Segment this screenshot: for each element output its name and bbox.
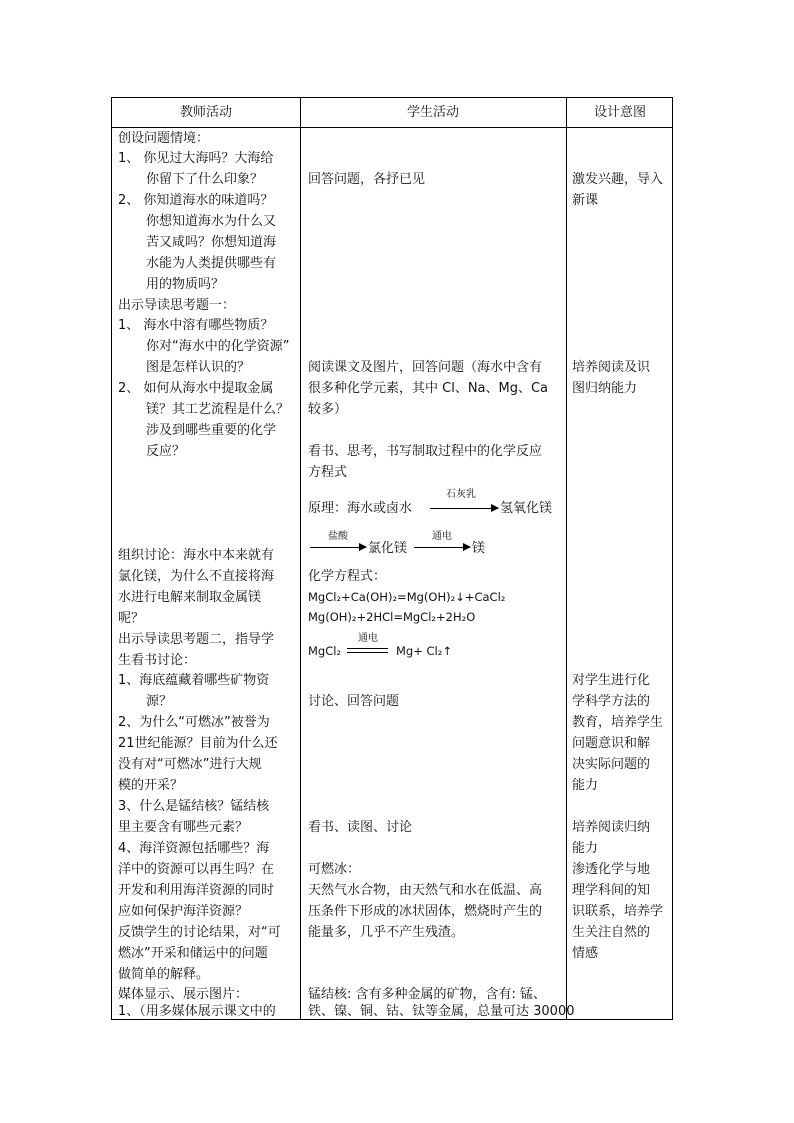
student-line: 回答问题，各抒已见 <box>308 172 426 187</box>
intent-line: 理学科间的知 <box>572 883 651 898</box>
teacher-line: 你留下了什么印象？ <box>146 172 264 187</box>
teacher-line: 镁？其工艺流程是什么？ <box>146 402 290 417</box>
teacher-line: 开发和利用海洋资源的同时 <box>118 883 275 898</box>
teacher-line: 水能为人类提供哪些有 <box>146 256 277 271</box>
student-line: 很多种化学元素，其中 Cl、Na、Mg、Ca <box>308 381 549 396</box>
teacher-line: 出示导读思考题一： <box>118 298 236 313</box>
intent-line: 新课 <box>572 193 599 208</box>
teacher-line: 模的开采？ <box>118 778 184 793</box>
reagent-lime-label: 石灰乳 <box>446 489 476 500</box>
teacher-line: 4、海洋资源包括哪些？海 <box>118 841 270 856</box>
teacher-line: 你对“海水中的化学资源” <box>146 339 290 354</box>
student-line: 锰结核: 含有多种金属的矿物，含有: 锰、 <box>308 987 547 1002</box>
intent-line: 对学生进行化 <box>572 673 651 688</box>
teacher-line: 1、海底蕴藏着哪些矿物资 <box>118 673 270 688</box>
teacher-line: 2、 你知道海水的味道吗？ <box>118 193 274 208</box>
teacher-line: 1、 你见过大海吗？大海给 <box>118 151 274 166</box>
teacher-line: 呢？ <box>118 611 145 626</box>
teacher-line: 里主要含有哪些元素？ <box>118 820 249 835</box>
principle-label: 原理：海水或卤水 <box>308 501 413 516</box>
column-divider <box>566 98 567 1019</box>
teacher-line: 1、（用多媒体展示课文中的 <box>118 1004 276 1019</box>
equation-title: 化学方程式： <box>308 569 387 584</box>
student-line: 看书、思考，书写制取过程中的化学反应 <box>308 444 543 459</box>
teacher-line: 源？ <box>146 694 173 709</box>
equation-1: MgCl₂+Ca(OH)₂=Mg(OH)₂↓+CaCl₂ <box>308 590 506 604</box>
student-line: 方程式 <box>308 465 348 480</box>
teacher-line: 1、 海水中溶有哪些物质？ <box>118 318 274 333</box>
intent-line: 激发兴趣，导入 <box>572 172 664 187</box>
equation-3-left: MgCl₂ <box>308 644 342 658</box>
header-teacher-activity: 教师活动 <box>179 105 232 120</box>
intent-line: 问题意识和解 <box>572 736 651 751</box>
teacher-line: 应如何保护海洋资源？ <box>118 904 249 919</box>
student-line: 较多） <box>308 402 348 417</box>
teacher-line: 做简单的解释。 <box>118 967 210 982</box>
teacher-line: 2、 如何从海水中提取金属 <box>118 381 274 396</box>
product-mg-chloride: 氯化镁 <box>368 541 408 556</box>
intent-line: 能力 <box>572 778 599 793</box>
intent-line: 培养阅读及识 <box>572 360 651 375</box>
arrow-icon <box>430 508 498 509</box>
teacher-line: 用的物质吗？ <box>146 277 225 292</box>
student-line: 铁、镍、铜、钴、钛等金属，总量可达 30000 <box>308 1004 575 1019</box>
equation-3-right: Mg+ Cl₂↑ <box>396 644 452 658</box>
intent-line: 培养阅读归纳 <box>572 820 651 835</box>
teacher-line: 氯化镁，为什么不直接将海 <box>118 569 275 584</box>
arrow-icon <box>414 547 470 548</box>
intent-line: 图归纳能力 <box>572 381 638 396</box>
teacher-line: 没有对“可燃冰”进行大规 <box>118 757 262 772</box>
teacher-line: 水进行电解来制取金属镁 <box>118 590 262 605</box>
electrolysis-label: 通电 <box>432 531 452 542</box>
teacher-line: 燃冰”开采和储运中的问题 <box>118 946 268 961</box>
student-line: 讨论、回答问题 <box>308 694 400 709</box>
teacher-line: 生看书讨论： <box>118 653 197 668</box>
teacher-line: 创设问题情境： <box>118 131 210 146</box>
teacher-line: 2、为什么“可燃冰”被誉为 <box>118 715 270 730</box>
header-design-intent: 设计意图 <box>593 105 646 120</box>
intent-line: 学科学方法的 <box>572 694 651 709</box>
column-divider <box>300 98 301 1019</box>
teacher-line: 组织讨论：海水中本来就有 <box>118 548 275 563</box>
teacher-line: 苦又咸吗？你想知道海 <box>146 235 277 250</box>
product-mg-hydroxide: 氢氧化镁 <box>500 501 553 516</box>
reagent-hcl-label: 盐酸 <box>328 531 348 542</box>
intent-line: 情感 <box>572 946 599 961</box>
intent-line: 决实际问题的 <box>572 757 651 772</box>
teacher-line: 反应？ <box>146 444 186 459</box>
intent-line: 生关注自然的 <box>572 925 651 940</box>
teacher-line: 3、什么是锰结核？锰结核 <box>118 799 270 814</box>
intent-line: 教育，培养学生 <box>572 715 664 730</box>
teacher-line: 媒体显示、展示图片： <box>118 987 249 1002</box>
student-line: 可燃冰： <box>308 862 361 877</box>
equals-sign <box>347 648 388 653</box>
intent-line: 能力 <box>572 841 599 856</box>
student-line: 看书、读图、讨论 <box>308 820 413 835</box>
equation-2: Mg(OH)₂+2HCl=MgCl₂+2H₂O <box>308 610 476 624</box>
teacher-line: 出示导读思考题二，指导学 <box>118 632 275 647</box>
student-line: 天然气水合物，由天然气和水在低温、高 <box>308 883 543 898</box>
teacher-line: 图是怎样认识的？ <box>146 360 251 375</box>
student-line: 阅读课文及图片，回答问题（海水中含有 <box>308 360 543 375</box>
equation-3-condition: 通电 <box>358 633 378 644</box>
teacher-line: 你想知道海水为什么又 <box>146 214 277 229</box>
header-student-activity: 学生活动 <box>406 105 459 120</box>
student-line: 能量多，几乎不产生残渣。 <box>308 925 465 940</box>
teacher-line: 21世纪能源？目前为什么还 <box>118 736 278 751</box>
intent-line: 识联系，培养学 <box>572 904 664 919</box>
arrow-icon <box>310 547 366 548</box>
teacher-line: 反馈学生的讨论结果，对“可 <box>118 925 281 940</box>
product-mg: 镁 <box>472 541 486 556</box>
intent-line: 渗透化学与地 <box>572 862 651 877</box>
teacher-line: 洋中的资源可以再生吗？在 <box>118 862 275 877</box>
student-line: 压条件下形成的冰状固体，燃烧时产生的 <box>308 904 543 919</box>
teacher-line: 涉及到哪些重要的化学 <box>146 423 277 438</box>
